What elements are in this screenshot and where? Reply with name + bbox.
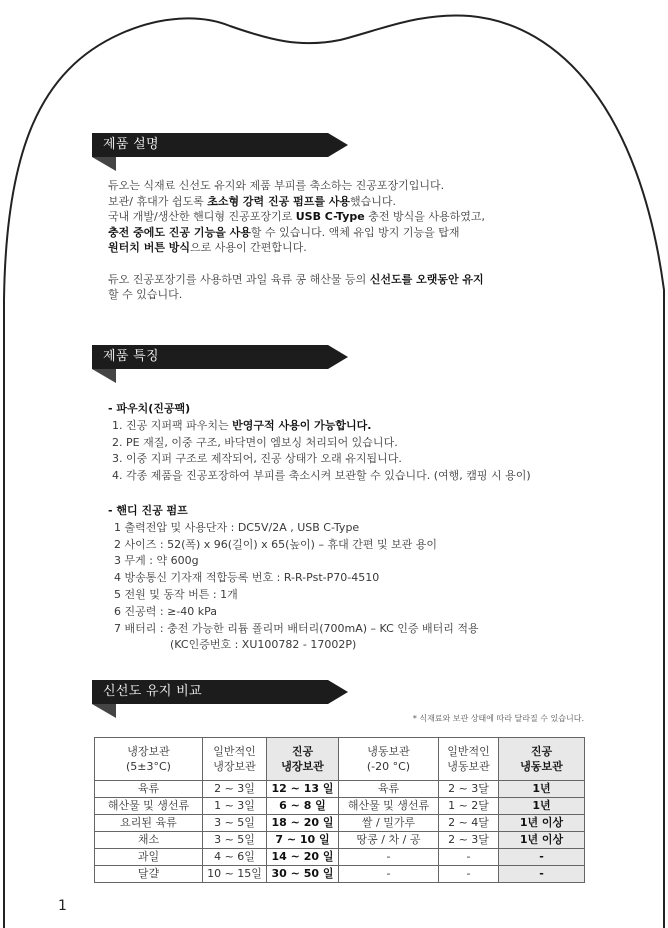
table-cell: 채소	[95, 832, 203, 849]
table-cell: -	[439, 866, 499, 883]
description-line: 듀오 진공포장기를 사용하면 과일 육류 콩 해산물 등의 신선도를 오랫동안 유지	[108, 272, 484, 286]
pouch-features	[108, 401, 628, 485]
table-cell: 1 ~ 2달	[439, 798, 499, 815]
description-line: 듀오는 식재료 신선도 유지와 제품 부피를 축소하는 진공포장기입니다.	[108, 179, 445, 192]
description-line: 국내 개발/생산한 핸디형 진공포장기로 USB C-Type 충전 방식을 사용하였고,	[108, 210, 486, 224]
table-cell: 1년	[499, 798, 585, 815]
table-cell: 30 ~ 50 일	[267, 866, 339, 883]
table-cell: 7 ~ 10 일	[267, 832, 339, 849]
pump-item: 3 무게 : 약 600g	[114, 554, 199, 568]
section-title-description: 제품 설명	[103, 137, 159, 152]
table-cell: 2 ~ 4달	[439, 815, 499, 832]
table-row	[95, 815, 585, 832]
pump-item: 7 배터리 : 충전 가능한 리튬 폴리머 배터리(700mA) – KC 인증 배터리 적용	[114, 621, 479, 635]
table-cell: 14 ~ 20 일	[267, 849, 339, 866]
table-cell: 3 ~ 5일	[203, 832, 267, 849]
table-cell: -	[339, 866, 439, 883]
table-cell: -	[499, 849, 585, 866]
description-line: 충전 중에도 진공 기능을 사용할 수 있습니다. 액체 유입 방지 기능을 탑재	[108, 225, 460, 239]
table-row	[95, 798, 585, 815]
header-vacuum-freezer: 진공 냉동보관	[499, 738, 585, 781]
header-normal-fridge: 일반적인 냉장보관	[203, 738, 267, 781]
table-cell: 1 ~ 3일	[203, 798, 267, 815]
header-normal-freezer: 일반적인 냉동보관	[439, 738, 499, 781]
section-title-features: 제품 특징	[103, 349, 159, 364]
table-cell: 1년 이상	[499, 815, 585, 832]
table-cell: -	[439, 849, 499, 866]
table-cell: 육류	[95, 781, 203, 798]
section-ribbon-description	[92, 133, 348, 157]
header-freezer: 냉동보관 (-20 °C)	[339, 738, 439, 781]
table-cell: 12 ~ 13 일	[267, 781, 339, 798]
pump-item: 1 출력전압 및 사용단자 : DC5V/2A , USB C-Type	[114, 520, 360, 534]
section-title-compare: 신선도 유지 비교	[103, 684, 202, 699]
table-cell: -	[339, 849, 439, 866]
pouch-heading: - 파우치(진공팩)	[108, 402, 191, 415]
table-cell: 1년 이상	[499, 832, 585, 849]
table-cell: 땅콩 / 차 / 공	[339, 832, 439, 849]
table-cell: 해산물 및 생선류	[339, 798, 439, 815]
table-row	[95, 781, 585, 798]
page-number: 1	[58, 898, 67, 914]
table-cell: 1년	[499, 781, 585, 798]
table-header-row	[95, 738, 585, 781]
table-cell: 2 ~ 3달	[439, 832, 499, 849]
table-cell: 3 ~ 5일	[203, 815, 267, 832]
pump-item: 4 방송통신 기자재 적합등록 번호 : R-R-Pst-P70-4510	[114, 571, 380, 585]
table-cell: 2 ~ 3달	[439, 781, 499, 798]
table-row	[95, 866, 585, 883]
pump-heading: - 핸디 진공 펌프	[108, 504, 188, 517]
table-cell: 18 ~ 20 일	[267, 815, 339, 832]
table-cell: 10 ~ 15일	[203, 866, 267, 883]
table-cell: 6 ~ 8 일	[267, 798, 339, 815]
section-ribbon-features	[92, 345, 348, 369]
freshness-comparison-table	[94, 737, 585, 883]
pouch-item: 4. 각종 제품을 진공포장하여 부피를 축소시켜 보관할 수 있습니다. (여행, 캠핑 시 용이)	[112, 469, 531, 483]
table-cell: 쌀 / 밀가루	[339, 815, 439, 832]
table-row	[95, 849, 585, 866]
table-cell: 달걀	[95, 866, 203, 883]
description-text	[108, 178, 628, 303]
table-cell: 요리된 육류	[95, 815, 203, 832]
pouch-item: 3. 이중 지퍼 구조로 제작되어, 진공 상태가 오래 유지됩니다.	[112, 452, 402, 466]
description-line: 보관/ 휴대가 쉽도록 초소형 강력 진공 펌프를 사용했습니다.	[108, 194, 397, 208]
pouch-item: 1. 진공 지퍼팩 파우치는 반영구적 사용이 가능합니다.	[112, 418, 372, 432]
table-cell: -	[499, 866, 585, 883]
description-line: 할 수 있습니다.	[108, 288, 183, 302]
header-vacuum-fridge: 진공 냉장보관	[267, 738, 339, 781]
table-cell: 4 ~ 6일	[203, 849, 267, 866]
pump-item: 6 진공력 : ≥-40 kPa	[114, 604, 218, 618]
section-ribbon-compare	[92, 680, 348, 704]
pump-item: 5 전원 및 동작 버튼 : 1개	[114, 587, 238, 601]
storage-note: * 식재료와 보관 상태에 따라 달라질 수 있습니다.	[412, 714, 584, 723]
pump-item: 2 사이즈 : 52(폭) x 96(길이) x 65(높이) – 휴대 간편 및 보관 용이	[114, 537, 438, 551]
pump-features	[108, 503, 628, 654]
table-cell: 해산물 및 생선류	[95, 798, 203, 815]
pouch-item: 2. PE 재질, 이중 구조, 바닥면이 엠보싱 처리되어 있습니다.	[112, 435, 398, 449]
table-row	[95, 832, 585, 849]
table-cell: 육류	[339, 781, 439, 798]
table-cell: 2 ~ 3일	[203, 781, 267, 798]
description-line: 원터치 버튼 방식으로 사용이 간편합니다.	[108, 241, 307, 255]
table-cell: 과일	[95, 849, 203, 866]
pump-item-cert: (KC인증번호 : XU100782 - 17002P)	[170, 638, 357, 652]
header-fridge: 냉장보관 (5±3°C)	[95, 738, 203, 781]
